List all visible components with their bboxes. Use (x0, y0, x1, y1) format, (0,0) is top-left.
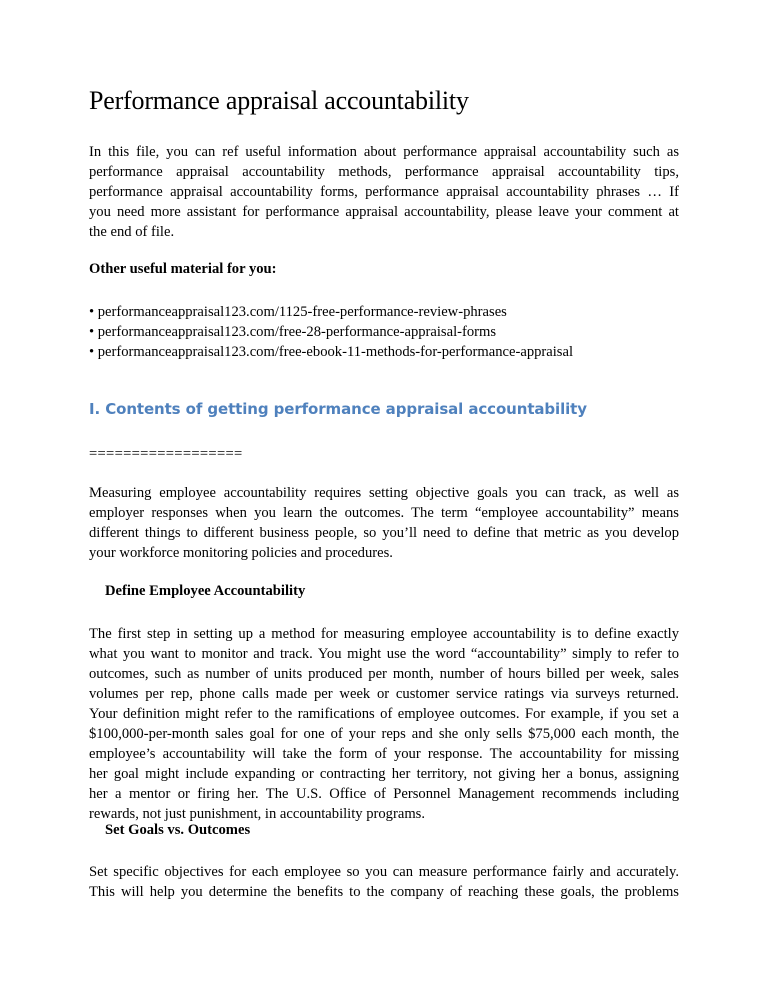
define-paragraph (89, 624, 679, 824)
define-line: employee’s accountability will take the form of your response. The accountability for missing (89, 746, 679, 762)
measuring-line: your workforce monitoring policies and procedures. (89, 545, 393, 561)
other-material-heading: Other useful material for you: (89, 261, 277, 277)
measuring-line: different things to different business people, so you’ll need to define that metric as you develop (89, 525, 679, 541)
define-line: Your definition might refer to the ramifications of employee outcomes. For example, if you set a (89, 706, 679, 722)
intro-line: performance appraisal accountability forms, performance appraisal accountability phrases … If (89, 184, 679, 200)
material-link: • performanceappraisal123.com/1125-free-performance-review-phrases (89, 304, 507, 320)
goals-line: This will help you determine the benefits to the company of reaching these goals, the problems (89, 884, 679, 900)
intro-line: you need more assistant for performance appraisal accountability, please leave your comment at (89, 204, 679, 220)
intro-paragraph (89, 142, 679, 242)
define-line: volumes per rep, phone calls made per week or customer service ratings via surveys returned. (89, 686, 679, 702)
measuring-line: employer responses when you learn the outcomes. The term “employee accountability” means (89, 505, 679, 521)
define-line: what you want to monitor and track. You might use the word “accountability” simply to refer to (89, 646, 679, 662)
define-line: her a mentor or firing her. The U.S. Office of Personnel Management recommends including (89, 786, 679, 802)
define-line: $100,000-per-month sales goal for one of your reps and she only sells $75,000 each month, the (89, 726, 679, 742)
intro-line: In this file, you can ref useful information about performance appraisal accountability such as (89, 144, 679, 160)
define-line: her goal might include expanding or contracting her territory, not giving her a bonus, assigning (89, 766, 679, 782)
measuring-paragraph (89, 483, 679, 563)
goals-paragraph (89, 862, 679, 902)
intro-line: the end of file. (89, 224, 175, 240)
define-line: The first step in setting up a method for measuring employee accountability is to define exactly (89, 626, 679, 642)
goals-heading: Set Goals vs. Outcomes (105, 822, 251, 838)
section-heading: I. Contents of getting performance appraisal accountability (89, 400, 587, 418)
material-link: • performanceappraisal123.com/free-28-performance-appraisal-forms (89, 324, 497, 340)
measuring-line: Measuring employee accountability requires setting objective goals you can track, as well as (89, 485, 679, 501)
intro-line: performance appraisal accountability methods, performance appraisal accountability tips, (89, 164, 679, 180)
material-link: • performanceappraisal123.com/free-ebook-11-methods-for-performance-appraisal (89, 344, 574, 360)
document-title: Performance appraisal accountability (89, 86, 469, 115)
material-links-list (89, 302, 573, 362)
define-line: outcomes, such as number of units produced per month, number of hours billed per week, sales (89, 666, 679, 682)
separator-line: ================== (89, 446, 243, 462)
define-heading: Define Employee Accountability (105, 583, 306, 599)
goals-line: Set specific objectives for each employee so you can measure performance fairly and accurately. (89, 864, 679, 880)
define-line: rewards, not just punishment, in accountability programs. (89, 806, 425, 822)
